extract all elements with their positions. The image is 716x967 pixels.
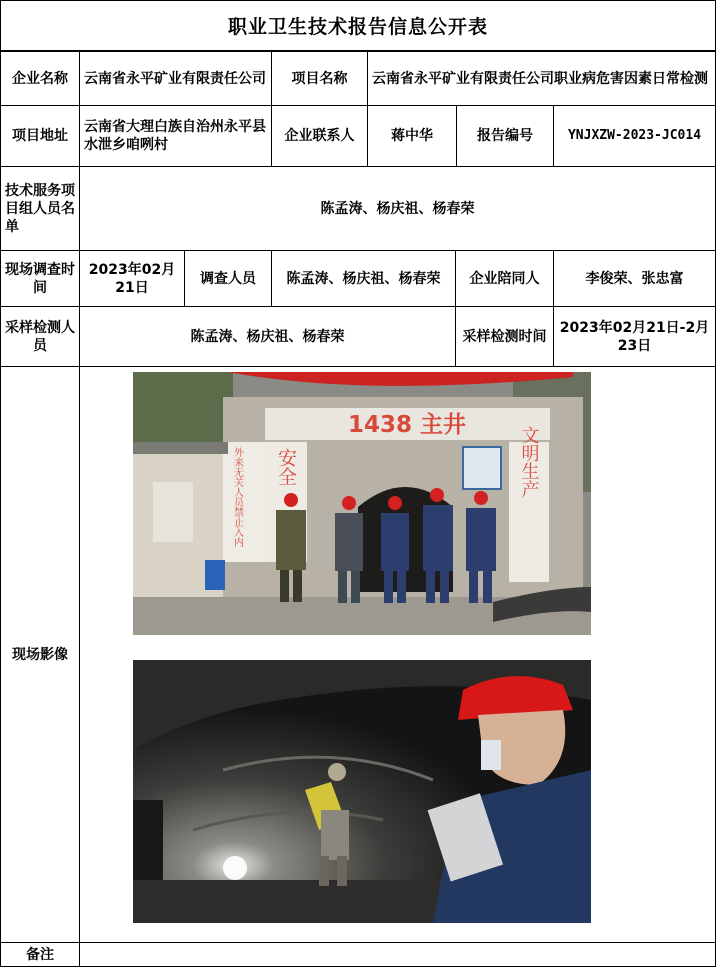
escort-label: 企业陪同人 (455, 250, 554, 307)
sampling-time-label: 采样检测时间 (455, 306, 554, 367)
investigator-label: 调查人员 (184, 250, 272, 307)
investigator-value: 陈孟涛、杨庆祖、杨春荣 (271, 250, 456, 307)
project-address-value: 云南省大理白族自治州永平县水泄乡咱咧村 (79, 105, 272, 167)
remark-label: 备注 (0, 942, 80, 967)
company-contact-label: 企业联系人 (271, 105, 368, 167)
company-name-label: 企业名称 (0, 51, 80, 106)
notice-sign-text: 外来无关人员禁止入内 (231, 447, 243, 547)
service-team-value: 陈孟涛、杨庆祖、杨春荣 (79, 166, 716, 251)
sampler-value: 陈孟涛、杨庆祖、杨春荣 (79, 306, 456, 367)
safety-sign-text: 安全 (275, 448, 297, 486)
report-number-label: 报告编号 (456, 105, 554, 167)
table-title: 职业卫生技术报告信息公开表 (0, 0, 716, 51)
sampling-time-value: 2023年02月21日-2月23日 (553, 306, 716, 367)
underground-sampling-photo (133, 660, 591, 923)
sampler-label: 采样检测人员 (0, 306, 80, 367)
project-address-label: 项目地址 (0, 105, 80, 167)
project-name-value: 云南省永平矿业有限责任公司职业病危害因素日常检测 (367, 51, 716, 106)
site-images-label: 现场影像 (0, 366, 80, 943)
mine-entrance-photo (133, 372, 591, 635)
remark-value (79, 942, 716, 967)
survey-time-value: 2023年02月21日 (79, 250, 185, 307)
mine-banner-text: 1438 主井 (347, 412, 467, 438)
escort-value: 李俊荣、张忠富 (553, 250, 716, 307)
production-sign-text: 文明生产 (518, 426, 540, 498)
survey-time-label: 现场调查时间 (0, 250, 80, 307)
company-contact-value: 蒋中华 (367, 105, 457, 167)
project-name-label: 项目名称 (271, 51, 368, 106)
service-team-label: 技术服务项目组人员名单 (0, 166, 80, 251)
report-number-value: YNJXZW-2023-JC014 (553, 105, 716, 167)
company-name-value: 云南省永平矿业有限责任公司 (79, 51, 272, 106)
